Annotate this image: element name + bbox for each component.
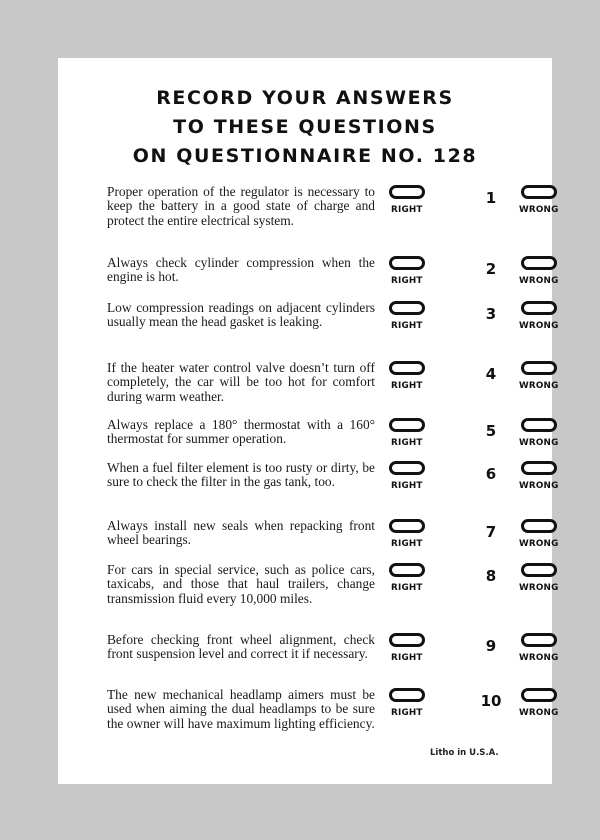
wrong-answer-oval[interactable] xyxy=(521,301,557,315)
wrong-answer-oval[interactable] xyxy=(521,563,557,577)
question-text: Always install new seals when repacking front wheel bearings. xyxy=(107,518,375,548)
question-text: If the heater water control valve doesn’t turn off completely, the car will be too hot for comfort during warm weather. xyxy=(107,360,375,404)
question-text: The new mechanical headlamp aimers must be used when aiming the dual headlamps to be sure the owner will have maximum lighting efficiency. xyxy=(107,687,375,731)
wrong-label: WRONG xyxy=(519,653,559,663)
title-line-3: ON QUESTIONNAIRE NO. 128 xyxy=(132,145,478,167)
title-line-2: TO THESE QUESTIONS xyxy=(173,116,437,138)
question-number: 8 xyxy=(485,567,497,585)
right-answer-oval[interactable] xyxy=(389,301,425,315)
right-answer-oval[interactable] xyxy=(389,256,425,270)
answer-card xyxy=(58,58,559,784)
question-number: 10 xyxy=(480,692,502,710)
question-number: 4 xyxy=(485,365,497,383)
question-number: 3 xyxy=(485,305,497,323)
question-text: Always check cylinder compression when the engine is hot. xyxy=(107,255,375,285)
right-label: RIGHT xyxy=(391,438,423,448)
wrong-label: WRONG xyxy=(519,539,559,549)
right-answer-oval[interactable] xyxy=(389,519,425,533)
question-text: Before checking front wheel alignment, check front suspension level and correct it if necessary. xyxy=(107,632,375,662)
title-line-1: RECORD YOUR ANSWERS xyxy=(156,87,454,109)
wrong-answer-oval[interactable] xyxy=(521,688,557,702)
right-answer-oval[interactable] xyxy=(389,633,425,647)
question-number: 6 xyxy=(485,465,497,483)
right-label: RIGHT xyxy=(391,205,423,215)
wrong-answer-oval[interactable] xyxy=(521,185,557,199)
right-label: RIGHT xyxy=(391,276,423,286)
question-number: 9 xyxy=(485,637,497,655)
page-title xyxy=(58,84,552,171)
wrong-answer-oval[interactable] xyxy=(521,461,557,475)
question-number: 5 xyxy=(485,422,497,440)
right-answer-oval[interactable] xyxy=(389,361,425,375)
wrong-answer-oval[interactable] xyxy=(521,256,557,270)
right-answer-oval[interactable] xyxy=(389,563,425,577)
right-label: RIGHT xyxy=(391,653,423,663)
question-text: When a fuel filter element is too rusty or dirty, be sure to check the filter in the gas tank, too. xyxy=(107,460,375,490)
wrong-label: WRONG xyxy=(519,583,559,593)
question-text: Low compression readings on adjacent cylinders usually mean the head gasket is leaking. xyxy=(107,300,375,330)
question-number: 1 xyxy=(485,189,497,207)
right-label: RIGHT xyxy=(391,481,423,491)
right-label: RIGHT xyxy=(391,381,423,391)
right-label: RIGHT xyxy=(391,539,423,549)
wrong-answer-oval[interactable] xyxy=(521,418,557,432)
right-label: RIGHT xyxy=(391,583,423,593)
question-text: Always replace a 180° thermostat with a 160° thermostat for summer operation. xyxy=(107,417,375,447)
wrong-label: WRONG xyxy=(519,321,559,331)
wrong-label: WRONG xyxy=(519,276,559,286)
wrong-answer-oval[interactable] xyxy=(521,519,557,533)
wrong-label: WRONG xyxy=(519,381,559,391)
question-number: 7 xyxy=(485,523,497,541)
right-label: RIGHT xyxy=(391,708,423,718)
wrong-label: WRONG xyxy=(519,708,559,718)
right-answer-oval[interactable] xyxy=(389,461,425,475)
right-answer-oval[interactable] xyxy=(389,418,425,432)
wrong-answer-oval[interactable] xyxy=(521,633,557,647)
right-label: RIGHT xyxy=(391,321,423,331)
question-text: For cars in special service, such as police cars, taxicabs, and those that haul trailers, change transmission fluid every 10,000 miles. xyxy=(107,562,375,606)
question-number: 2 xyxy=(485,260,497,278)
right-answer-oval[interactable] xyxy=(389,688,425,702)
question-text: Proper operation of the regulator is necessary to keep the battery in a good state of charge and protect the entire electrical system. xyxy=(107,184,375,228)
wrong-label: WRONG xyxy=(519,438,559,448)
right-answer-oval[interactable] xyxy=(389,185,425,199)
wrong-label: WRONG xyxy=(519,205,559,215)
wrong-label: WRONG xyxy=(519,481,559,491)
printer-credit: Litho in U.S.A. xyxy=(430,748,499,758)
wrong-answer-oval[interactable] xyxy=(521,361,557,375)
